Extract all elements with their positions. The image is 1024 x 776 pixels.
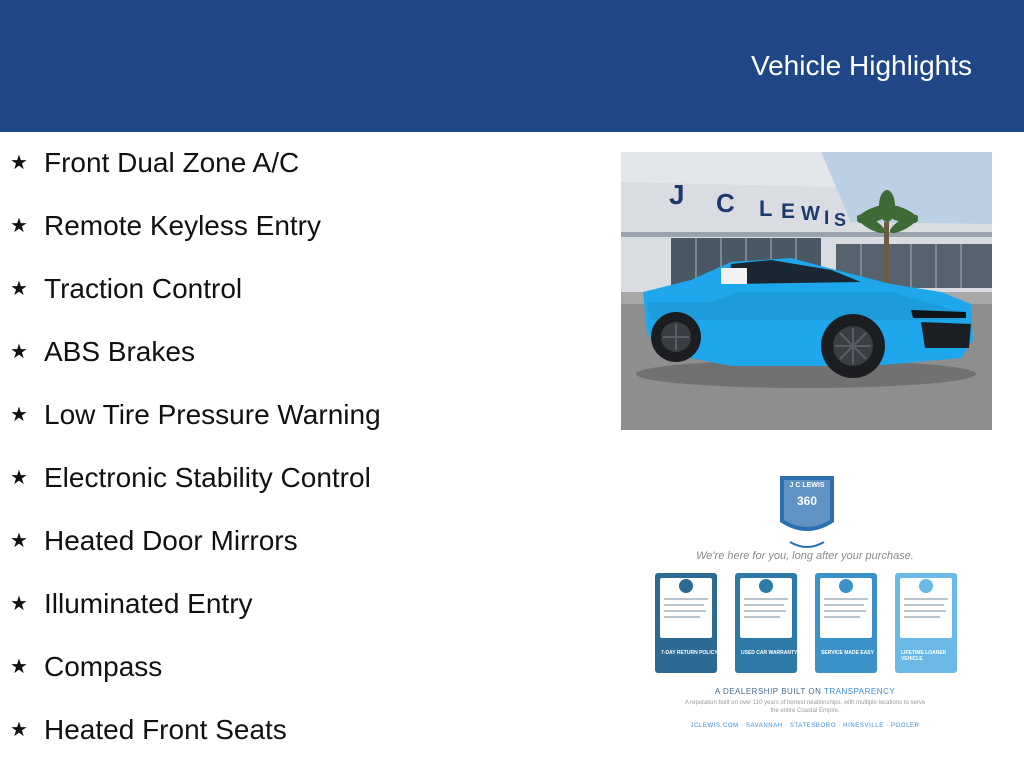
feature-label: Compass	[44, 651, 163, 682]
feature-label: Heated Door Mirrors	[44, 525, 298, 556]
sign-letter: I	[824, 208, 830, 229]
list-item	[10, 398, 381, 461]
list-item	[10, 650, 381, 713]
feature-label: ABS Brakes	[44, 336, 195, 367]
star-icon: ★	[10, 215, 28, 237]
promo-tagline: We're here for you, long after your purchase.	[696, 550, 914, 562]
feature-label: Electronic Stability Control	[44, 462, 371, 493]
star-icon: ★	[10, 278, 28, 300]
sign-letter: C	[716, 188, 735, 218]
feature-list	[10, 146, 381, 776]
star-icon: ★	[10, 530, 28, 552]
card-label: 7-DAY RETURN POLICY	[661, 650, 718, 656]
list-item	[10, 209, 381, 272]
feature-label: Traction Control	[44, 273, 243, 304]
vehicle-photo	[621, 152, 992, 430]
card-label: LIFETIME LOANER VEHICLE	[901, 650, 947, 662]
feature-label: Remote Keyless Entry	[44, 210, 321, 241]
badge-number: 360	[796, 494, 818, 508]
star-icon: ★	[10, 404, 28, 426]
promo-headline-accent: TRANSPARENCY	[823, 687, 896, 696]
header-banner	[0, 0, 1024, 132]
list-item	[10, 272, 381, 335]
star-icon: ★	[10, 719, 28, 741]
list-item	[10, 587, 381, 650]
feature-label: Low Tire Pressure Warning	[44, 399, 381, 430]
promo-headline-prefix: A DEALERSHIP BUILT ON	[714, 687, 822, 696]
sign-letter: L	[759, 196, 773, 221]
dealership-promo	[640, 470, 970, 740]
star-icon: ★	[10, 656, 28, 678]
card-label: USED CAR WARRANTY	[741, 650, 798, 656]
feature-label: Heated Front Seats	[44, 714, 287, 745]
list-item	[10, 461, 381, 524]
star-icon: ★	[10, 593, 28, 615]
star-icon: ★	[10, 467, 28, 489]
badge-brand: J C LEWIS	[789, 482, 825, 489]
page-title: Vehicle Highlights	[750, 50, 972, 81]
promo-footer: JCLEWIS.COM · SAVANNAH · STATESBORO · HINESVILLE · POOLER	[690, 723, 920, 729]
sign-letter: W	[801, 203, 820, 225]
list-item	[10, 335, 381, 398]
promo-subtext: A reputation built on over 110 years of honest relationships, with multiple locations to serve the entire Coastal Empire.	[684, 700, 926, 714]
list-item	[10, 524, 381, 587]
sign-letter: E	[781, 200, 796, 223]
card-label: SERVICE MADE EASY	[821, 650, 874, 656]
sign-letter: J	[669, 179, 685, 210]
feature-label: Front Dual Zone A/C	[44, 147, 300, 178]
list-item	[10, 713, 381, 776]
promo-headline	[640, 687, 970, 696]
star-icon: ★	[10, 341, 28, 363]
sign-letter: S	[834, 210, 847, 230]
star-icon: ★	[10, 152, 28, 174]
list-item	[10, 146, 381, 209]
feature-label: Illuminated Entry	[44, 588, 253, 619]
